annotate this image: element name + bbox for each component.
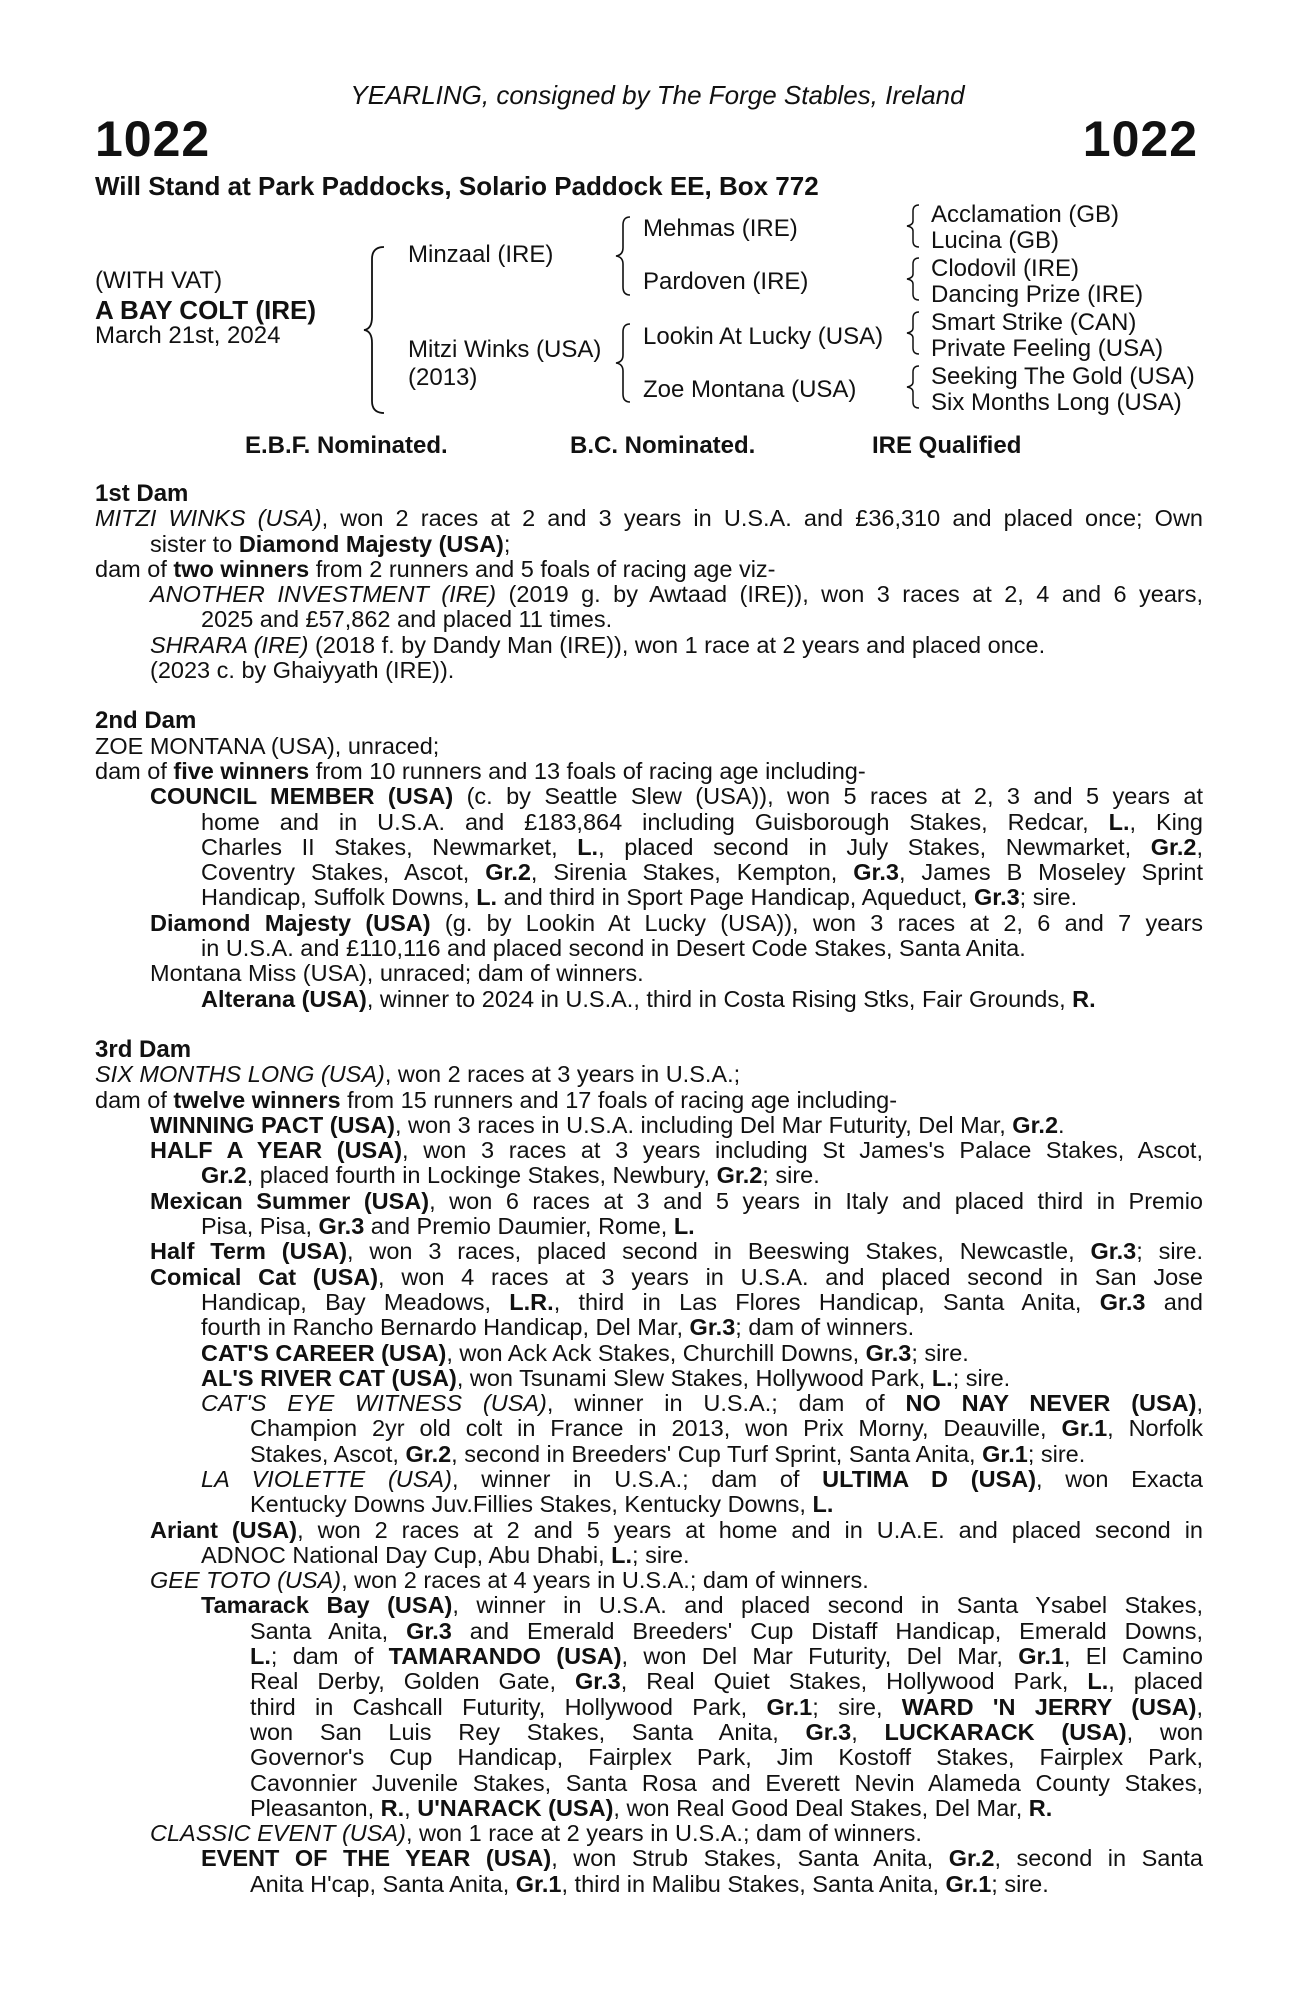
ggs-8: Six Months Long (USA): [931, 389, 1182, 416]
ggs-7: Seeking The Gold (USA): [931, 363, 1195, 390]
progeny-line: HALF A YEAR (USA), won 3 races at 3 years including St James's Palace Stakes, Ascot,: [150, 1137, 1203, 1164]
progeny-line: ADNOC National Day Cup, Abu Dhabi, L.; sire.: [201, 1541, 690, 1568]
catalogue-subtitle: YEARLING, consigned by The Forge Stables, Ireland: [350, 80, 965, 110]
dam-line: dam of five winners from 10 runners and 13 foals of racing age including-: [95, 757, 866, 784]
progeny-line: SHRARA (IRE) (2018 f. by Dandy Man (IRE)), won 1 race at 2 years and placed once.: [150, 631, 1046, 658]
progeny-line: Gr.2, placed fourth in Lockinge Stakes, Newbury, Gr.2; sire.: [201, 1162, 820, 1189]
ire-qualified: IRE Qualified: [872, 432, 1022, 459]
pedigree-brace-g1: [905, 203, 925, 249]
dam-line: ZOE MONTANA (USA), unraced;: [95, 732, 440, 759]
progeny-line: Kentucky Downs Juv.Fillies Stakes, Kentucky Downs, L.: [250, 1491, 834, 1518]
foaling-date: March 21st, 2024: [95, 322, 281, 349]
progeny-line: Ariant (USA), won 2 races at 2 and 5 years at home and in U.A.E. and placed second in: [150, 1516, 1203, 1543]
third-dam-heading: 3rd Dam: [95, 1035, 192, 1063]
progeny-line: Handicap, Suffolk Downs, L. and third in Sport Page Handicap, Aqueduct, Gr.3; sire.: [201, 884, 1078, 911]
progeny-line: Diamond Majesty (USA) (g. by Lookin At Lucky (USA)), won 3 races at 2, 6 and 7 years: [150, 909, 1203, 936]
progeny-line: Tamarack Bay (USA), winner in U.S.A. and placed second in Santa Ysabel Stakes,: [201, 1592, 1204, 1619]
progeny-line: Pisa, Pisa, Gr.3 and Premio Daumier, Rome, L.: [201, 1213, 695, 1240]
ggs-5: Smart Strike (CAN): [931, 309, 1137, 336]
second-dam-heading: 2nd Dam: [95, 707, 197, 735]
progeny-line: Cavonnier Juvenile Stakes, Santa Rosa and Everett Nevin Alameda County Stakes,: [250, 1769, 1203, 1796]
pedigree-brace-main: [362, 245, 392, 415]
sire-dam: Pardoven (IRE): [643, 268, 809, 295]
pedigree-brace-g3: [905, 310, 925, 356]
pedigree-brace-g2: [905, 256, 925, 302]
sire-sire: Mehmas (IRE): [643, 215, 798, 242]
progeny-line: 2025 and £57,862 and placed 11 times.: [201, 606, 613, 633]
progeny-line: Half Term (USA), won 3 races, placed second in Beeswing Stakes, Newcastle, Gr.3; sire.: [150, 1238, 1203, 1265]
progeny-line: LA VIOLETTE (USA), winner in U.S.A.; dam of ULTIMA D (USA), won Exacta: [201, 1465, 1203, 1492]
progeny-line: in U.S.A. and £110,116 and placed second in Desert Code Stakes, Santa Anita.: [201, 935, 1026, 962]
progeny-line: fourth in Rancho Bernardo Handicap, Del Mar, Gr.3; dam of winners.: [201, 1314, 915, 1341]
dam-line: sister to Diamond Majesty (USA);: [150, 530, 511, 557]
progeny-line: Real Derby, Golden Gate, Gr.3, Real Quiet Stakes, Hollywood Park, L., placed: [250, 1668, 1203, 1695]
dam-year: (2013): [408, 364, 478, 391]
progeny-line: home and in U.S.A. and £183,864 including Guisborough Stakes, Redcar, L., King: [201, 808, 1203, 835]
first-dam-heading: 1st Dam: [95, 480, 189, 507]
dam-line: SIX MONTHS LONG (USA), won 2 races at 3 years in U.S.A.;: [95, 1061, 741, 1088]
dam-line: MITZI WINKS (USA), won 2 races at 2 and 3 years in U.S.A. and £36,310 and placed once; Own: [95, 505, 1204, 532]
horse-name: A BAY COLT (IRE): [95, 295, 317, 325]
lot-number-right: 1022: [1082, 111, 1198, 167]
ggs-1: Acclamation (GB): [931, 201, 1120, 228]
pedigree-brace-sire: [614, 215, 636, 297]
progeny-line: (2023 c. by Ghaiyyath (IRE)).: [150, 657, 455, 684]
sire: Minzaal (IRE): [408, 241, 554, 268]
progeny-line: third in Cashcall Futurity, Hollywood Park, Gr.1; sire, WARD 'N JERRY (USA),: [250, 1693, 1203, 1720]
ggs-4: Dancing Prize (IRE): [931, 281, 1144, 308]
progeny-line: Stakes, Ascot, Gr.2, second in Breeders' Cup Turf Sprint, Santa Anita, Gr.1; sire.: [250, 1440, 1086, 1467]
catalogue-body: [95, 481, 1203, 1897]
dam: Mitzi Winks (USA): [408, 336, 602, 363]
progeny-line: CLASSIC EVENT (USA), won 1 race at 2 years in U.S.A.; dam of winners.: [150, 1820, 922, 1847]
progeny-line: Coventry Stakes, Ascot, Gr.2, Sirenia Stakes, Kempton, Gr.3, James B Moseley Sprint: [201, 859, 1203, 886]
pedigree-brace-dam: [614, 322, 636, 404]
pedigree-brace-g4: [905, 364, 925, 410]
progeny-line: Mexican Summer (USA), won 6 races at 3 and 5 years in Italy and placed third in Premio: [150, 1187, 1203, 1214]
progeny-line: Governor's Cup Handicap, Fairplex Park, Jim Kostoff Stakes, Fairplex Park,: [250, 1744, 1203, 1771]
stand-location: Will Stand at Park Paddocks, Solario Paddock EE, Box 772: [95, 171, 819, 201]
progeny-line: Charles II Stakes, Newmarket, L., placed second in July Stakes, Newmarket, Gr.2,: [201, 833, 1203, 860]
progeny-line: Handicap, Bay Meadows, L.R., third in Las Flores Handicap, Santa Anita, Gr.3 and: [201, 1288, 1203, 1315]
progeny-line: ANOTHER INVESTMENT (IRE) (2019 g. by Awtaad (IRE)), won 3 races at 2, 4 and 6 years,: [150, 581, 1203, 608]
bc-nomination: B.C. Nominated.: [570, 432, 756, 459]
ggs-2: Lucina (GB): [931, 227, 1060, 254]
progeny-line: Pleasanton, R., U'NARACK (USA), won Real Good Deal Stakes, Del Mar, R.: [250, 1794, 1053, 1821]
progeny-line: GEE TOTO (USA), won 2 races at 4 years in U.S.A.; dam of winners.: [150, 1567, 869, 1594]
progeny-line: AL'S RIVER CAT (USA), won Tsunami Slew Stakes, Hollywood Park, L.; sire.: [201, 1364, 1011, 1391]
ggs-3: Clodovil (IRE): [931, 255, 1080, 282]
progeny-line: Santa Anita, Gr.3 and Emerald Breeders' Cup Distaff Handicap, Emerald Downs,: [250, 1617, 1203, 1644]
dam-dam: Zoe Montana (USA): [643, 376, 857, 403]
vat-note: (WITH VAT): [95, 267, 223, 294]
progeny-line: CAT'S EYE WITNESS (USA), winner in U.S.A.; dam of NO NAY NEVER (USA),: [201, 1390, 1203, 1417]
progeny-line: won San Luis Rey Stakes, Santa Anita, Gr.3, LUCKARACK (USA), won: [250, 1718, 1204, 1745]
progeny-line: WINNING PACT (USA), won 3 races in U.S.A. including Del Mar Futurity, Del Mar, Gr.2.: [150, 1111, 1065, 1138]
progeny-line: Comical Cat (USA), won 4 races at 3 years in U.S.A. and placed second in San Jose: [150, 1263, 1203, 1290]
progeny-line: CAT'S CAREER (USA), won Ack Ack Stakes, Churchill Downs, Gr.3; sire.: [201, 1339, 969, 1366]
ggs-6: Private Feeling (USA): [931, 335, 1164, 362]
progeny-line: Anita H'cap, Santa Anita, Gr.1, third in Malibu Stakes, Santa Anita, Gr.1; sire.: [250, 1870, 1049, 1897]
progeny-line: Alterana (USA), winner to 2024 in U.S.A., third in Costa Rising Stks, Fair Grounds, R.: [201, 985, 1096, 1012]
progeny-line: Champion 2yr old colt in France in 2013, won Prix Morny, Deauville, Gr.1, Norfolk: [250, 1415, 1204, 1442]
progeny-line: L.; dam of TAMARANDO (USA), won Del Mar Futurity, Del Mar, Gr.1, El Camino: [250, 1643, 1203, 1670]
progeny-line: Montana Miss (USA), unraced; dam of winners.: [150, 960, 644, 987]
dam-line: dam of twelve winners from 15 runners and 17 foals of racing age including-: [95, 1086, 898, 1113]
ebf-nomination: E.B.F. Nominated.: [245, 432, 448, 459]
progeny-line: EVENT OF THE YEAR (USA), won Strub Stakes, Santa Anita, Gr.2, second in Santa: [201, 1845, 1204, 1872]
progeny-line: COUNCIL MEMBER (USA) (c. by Seattle Slew (USA)), won 5 races at 2, 3 and 5 years at: [150, 783, 1203, 810]
dam-line: dam of two winners from 2 runners and 5 foals of racing age viz-: [95, 555, 776, 582]
dam-sire: Lookin At Lucky (USA): [643, 323, 884, 350]
lot-number-left: 1022: [95, 111, 211, 167]
